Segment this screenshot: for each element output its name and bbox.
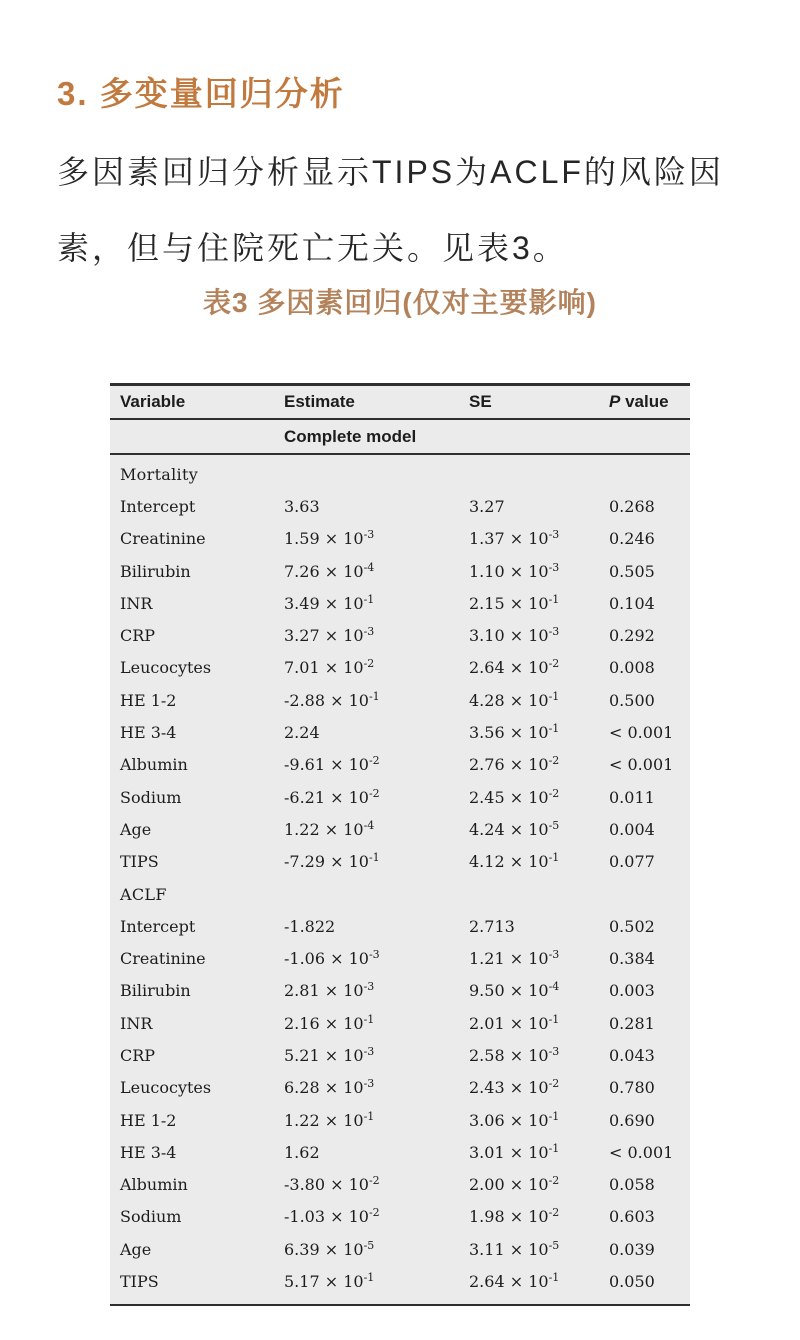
table-row: Intercept 3.63 3.27 0.268 bbox=[120, 496, 655, 516]
header-variable: Variable bbox=[120, 392, 186, 411]
table-row: Age $6.39 \times 10^{-5}$ $3.11 \times 10^{-5}$ 0.039 bbox=[120, 1238, 655, 1259]
table-row: Creatinine $1.59 \times 10^{-3}$ $1.37 \times 10^{-3}$ 0.246 bbox=[120, 528, 655, 549]
section-heading: 3. 多变量回归分析 bbox=[57, 75, 345, 113]
table-row: CRP $5.21 \times 10^{-3}$ $2.58 \times 10^{-3}$ 0.043 bbox=[120, 1044, 655, 1065]
table-row: Intercept -1.822 2.713 0.502 bbox=[120, 916, 655, 936]
table-caption: 表3 多因素回归(仅对主要影响) bbox=[202, 287, 597, 318]
table-row: HE 3-4 2.24 $3.56 \times 10^{-1}$ < 0.001 bbox=[120, 722, 674, 743]
table-row: Creatinine $-1.06 \times 10^{-3}$ $1.21 \times 10^{-3}$ 0.384 bbox=[120, 948, 655, 969]
table-row: TIPS $-7.29 \times 10^{-1}$ $4.12 \times 10^{-1}$ 0.077 bbox=[120, 851, 655, 872]
table-subheader-row bbox=[110, 420, 690, 455]
table-row: Bilirubin $7.26 \times 10^{-4}$ $1.10 \times 10^{-3}$ 0.505 bbox=[120, 560, 655, 581]
table-row: CRP $3.27 \times 10^{-3}$ $3.10 \times 10^{-3}$ 0.292 bbox=[120, 625, 655, 646]
table-row: INR $3.49 \times 10^{-1}$ $2.15 \times 10^{-1}$ 0.104 bbox=[120, 592, 655, 613]
section-row: Mortality bbox=[120, 464, 199, 484]
table-body bbox=[110, 455, 690, 1304]
table-row: HE 3-4 1.62 $3.01 \times 10^{-1}$ < 0.001 bbox=[120, 1141, 674, 1162]
table-row: Bilirubin $2.81 \times 10^{-3}$ $9.50 \times 10^{-4}$ 0.003 bbox=[120, 980, 655, 1001]
header-se: SE bbox=[469, 392, 492, 411]
table-row: TIPS $5.17 \times 10^{-1}$ $2.64 \times 10^{-1}$ 0.050 bbox=[120, 1271, 655, 1292]
header-estimate: Estimate bbox=[284, 392, 355, 411]
table-row: Sodium $-6.21 \times 10^{-2}$ $2.45 \times 10^{-2}$ 0.011 bbox=[120, 786, 655, 807]
section-row: ACLF bbox=[120, 884, 167, 904]
table-row: Age $1.22 \times 10^{-4}$ $4.24 \times 10^{-5}$ 0.004 bbox=[120, 818, 655, 839]
table-row: Sodium $-1.03 \times 10^{-2}$ $1.98 \times 10^{-2}$ 0.603 bbox=[120, 1206, 655, 1227]
subheader-complete-model: Complete model bbox=[284, 426, 417, 446]
table-row: INR $2.16 \times 10^{-1}$ $2.01 \times 10^{-1}$ 0.281 bbox=[120, 1012, 655, 1033]
regression-table bbox=[110, 383, 690, 1306]
table-row: HE 1-2 $-2.88 \times 10^{-1}$ $4.28 \times 10^{-1}$ 0.500 bbox=[120, 689, 655, 710]
table-row: Albumin $-9.61 \times 10^{-2}$ $2.76 \times 10^{-2}$ < 0.001 bbox=[120, 754, 674, 775]
header-p-italic: P bbox=[609, 392, 621, 411]
table-row: HE 1-2 $1.22 \times 10^{-1}$ $3.06 \times 10^{-1}$ 0.690 bbox=[120, 1109, 655, 1130]
table-row: Leucocytes $6.28 \times 10^{-3}$ $2.43 \times 10^{-2}$ 0.780 bbox=[120, 1077, 655, 1098]
header-p-value bbox=[607, 392, 690, 412]
table-header-row bbox=[110, 386, 690, 420]
body-paragraph: 多因素回归分析显示TIPS为ACLF的风险因素，但与住院死亡无关。见表3。 bbox=[57, 154, 724, 266]
table-row: Albumin $-3.80 \times 10^{-2}$ $2.00 \times 10^{-2}$ 0.058 bbox=[120, 1174, 655, 1195]
table-row: Leucocytes $7.01 \times 10^{-2}$ $2.64 \times 10^{-2}$ 0.008 bbox=[120, 657, 655, 678]
header-p-rest: value bbox=[620, 392, 669, 411]
